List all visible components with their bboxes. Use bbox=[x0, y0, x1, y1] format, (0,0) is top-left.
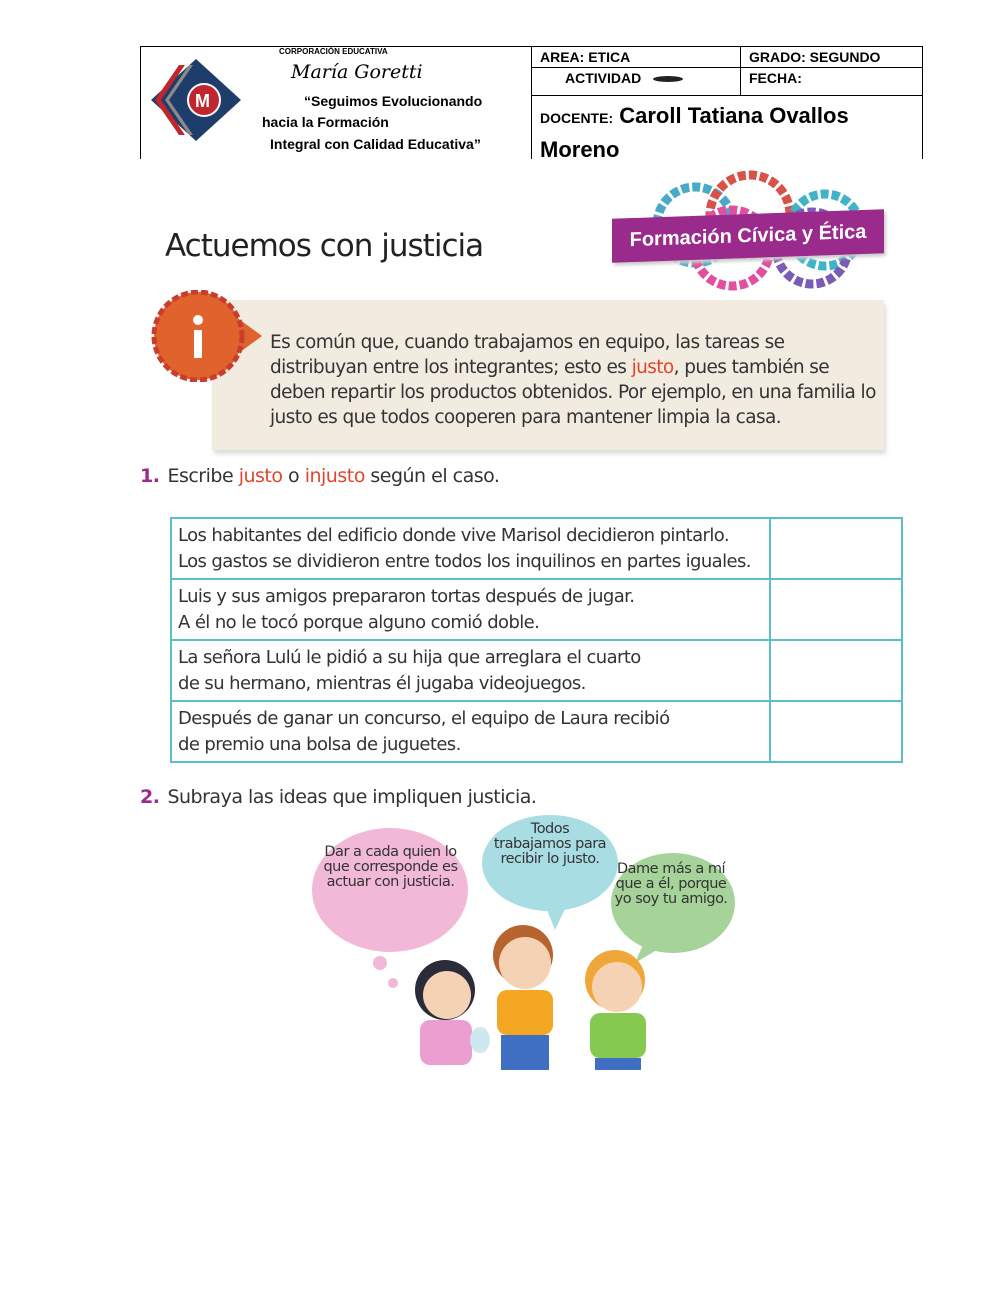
area-cell: AREA: ETICA bbox=[532, 47, 741, 68]
table-row bbox=[171, 579, 902, 640]
instruction-highlight: justo bbox=[238, 465, 283, 487]
exercise-number: 2. bbox=[140, 786, 160, 808]
info-text bbox=[270, 330, 884, 430]
table-row bbox=[171, 640, 902, 701]
subject-badge: Formación Cívica y Ética bbox=[612, 209, 884, 262]
exercise-number: 1. bbox=[140, 465, 160, 487]
header-table bbox=[140, 46, 923, 162]
table-row bbox=[171, 518, 902, 579]
fecha-cell: FECHA: bbox=[741, 68, 923, 96]
school-logo bbox=[149, 57, 243, 143]
case-line: Los gastos se dividieron entre todos los inquilinos en partes iguales. bbox=[178, 550, 751, 572]
school-cell bbox=[141, 47, 532, 159]
info-text-part: , pues también se deben repartir los productos obtenidos. Por ejemplo, en una familia lo justo es que todos cooperen para mantener limpia la casa. bbox=[270, 357, 876, 428]
info-icon bbox=[150, 290, 265, 382]
exercise-1-instruction bbox=[140, 465, 499, 487]
org-name: María Goretti bbox=[291, 61, 423, 83]
answer-cell[interactable] bbox=[770, 701, 902, 762]
instruction-highlight: injusto bbox=[304, 465, 365, 487]
case-line: de premio una bolsa de juguetes. bbox=[178, 733, 461, 755]
motto-line: hacia la Formación bbox=[262, 114, 389, 130]
table-row bbox=[171, 701, 902, 762]
case-line: Luis y sus amigos prepararon tortas después de jugar. bbox=[178, 585, 635, 607]
case-cell bbox=[171, 640, 770, 701]
case-cell bbox=[171, 518, 770, 579]
answer-cell[interactable] bbox=[770, 518, 902, 579]
actividad-mark bbox=[653, 76, 683, 82]
instruction-text: Subraya las ideas que impliquen justicia. bbox=[167, 786, 537, 808]
speech-bubble-green[interactable]: Dame más a mí que a él, porque yo soy tu amigo. bbox=[614, 861, 728, 907]
actividad-cell bbox=[532, 68, 741, 96]
case-line: Los habitantes del edificio donde vive Marisol decidieron pintarlo. bbox=[178, 524, 729, 546]
exercise-2-instruction bbox=[140, 786, 536, 808]
info-text-part: Es común que, cuando trabajamos en equipo, las tareas se distribuyan entre los integrantes; esto es bbox=[270, 332, 785, 378]
docente-name: Caroll Tatiana Ovallos Moreno bbox=[540, 103, 849, 162]
case-cell bbox=[171, 579, 770, 640]
case-cell bbox=[171, 701, 770, 762]
speech-bubble-pink[interactable]: Dar a cada quien lo que corresponde es actuar con justicia. bbox=[323, 844, 458, 890]
answer-cell[interactable] bbox=[770, 640, 902, 701]
speech-bubble-blue[interactable]: Todos trabajamos para recibir lo justo. bbox=[493, 821, 607, 867]
answer-cell[interactable] bbox=[770, 579, 902, 640]
instruction-text: o bbox=[282, 465, 305, 487]
info-highlight: justo bbox=[631, 357, 674, 378]
svg-text:M: M bbox=[195, 91, 210, 111]
motto-line: “Seguimos Evolucionando bbox=[304, 93, 483, 109]
case-line: de su hermano, mientras él jugaba videojuegos. bbox=[178, 672, 586, 694]
docente-cell bbox=[532, 96, 923, 162]
case-line: La señora Lulú le pidió a su hija que arreglara el cuarto bbox=[178, 646, 641, 668]
exercise-1-table bbox=[170, 517, 903, 763]
instruction-text: Escribe bbox=[167, 465, 239, 487]
docente-label: DOCENTE: bbox=[540, 110, 614, 126]
grado-cell: GRADO: SEGUNDO bbox=[741, 47, 923, 68]
org-line: CORPORACIÓN EDUCATIVA bbox=[279, 47, 388, 56]
page-title: Actuemos con justicia bbox=[165, 228, 484, 264]
motto-line: Integral con Calidad Educativa” bbox=[270, 136, 481, 152]
actividad-label: ACTIVIDAD bbox=[565, 70, 642, 86]
instruction-text: según el caso. bbox=[364, 465, 500, 487]
case-line: A él no le tocó porque alguno comió doble. bbox=[178, 611, 540, 633]
case-line: Después de ganar un concurso, el equipo de Laura recibió bbox=[178, 707, 670, 729]
info-box bbox=[212, 300, 884, 450]
